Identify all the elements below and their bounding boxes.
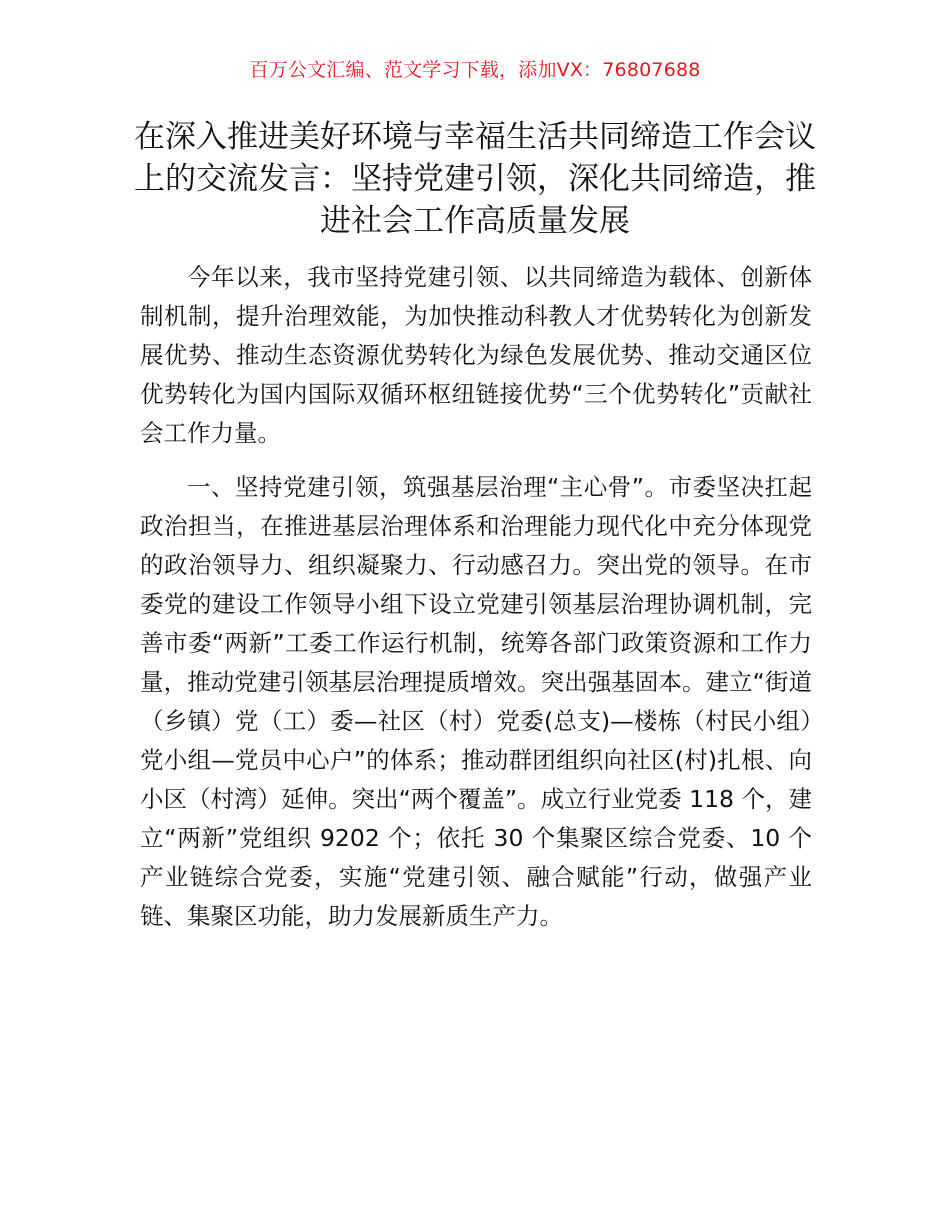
paragraph-intro: 今年以来，我市坚持党建引领、以共同缔造为载体、创新体制机制，提升治理效能，为加快推动科教人才优势转化为创新发展优势、推动生态资源优势转化为绿色发展优势、推动交通区位优势转化为国内国际双循环枢纽链接优势“三个优势转化”贡献社会工作力量。 [140,263,812,447]
header-promo-note: 百万公文汇编、范文学习下载，添加VX：76807688 [249,59,701,81]
document-title: 在深入推进美好环境与幸福生活共同缔造工作会议上的交流发言：坚持党建引领，深化共同缔造，推进社会工作高质量发展 [134,119,816,239]
document-body [140,258,812,936]
paragraph-section-one: 一、坚持党建引领，筑强基层治理“主心骨”。市委坚决扛起政治担当，在推进基层治理体系和治理能力现代化中充分体现党的政治领导力、组织凝聚力、行动感召力。突出党的领导。在市委党的建设工作领导小组下设立党建引领基层治理协调机制，完善市委“两新”工委工作运行机制，统筹各部门政策资源和工作力量，推动党建引领基层治理提质增效。突出强基固本。建立“街道（乡镇）党（工）委—社区（村）党委(总支)—楼栋（村民小组）党小组—党员中心户”的体系；推动群团组织向社区(村)扎根、向小区（村湾）延伸。突出“两个覆盖”。成立行业党委 118 个，建立“两新”党组织 9202 个；依托 30 个集聚区综合党委、10 个产业链综合党委，实施“党建引领、融合赋能”行动，做强产业链、集聚区功能，助力发展新质生产力。 [140,473,812,930]
